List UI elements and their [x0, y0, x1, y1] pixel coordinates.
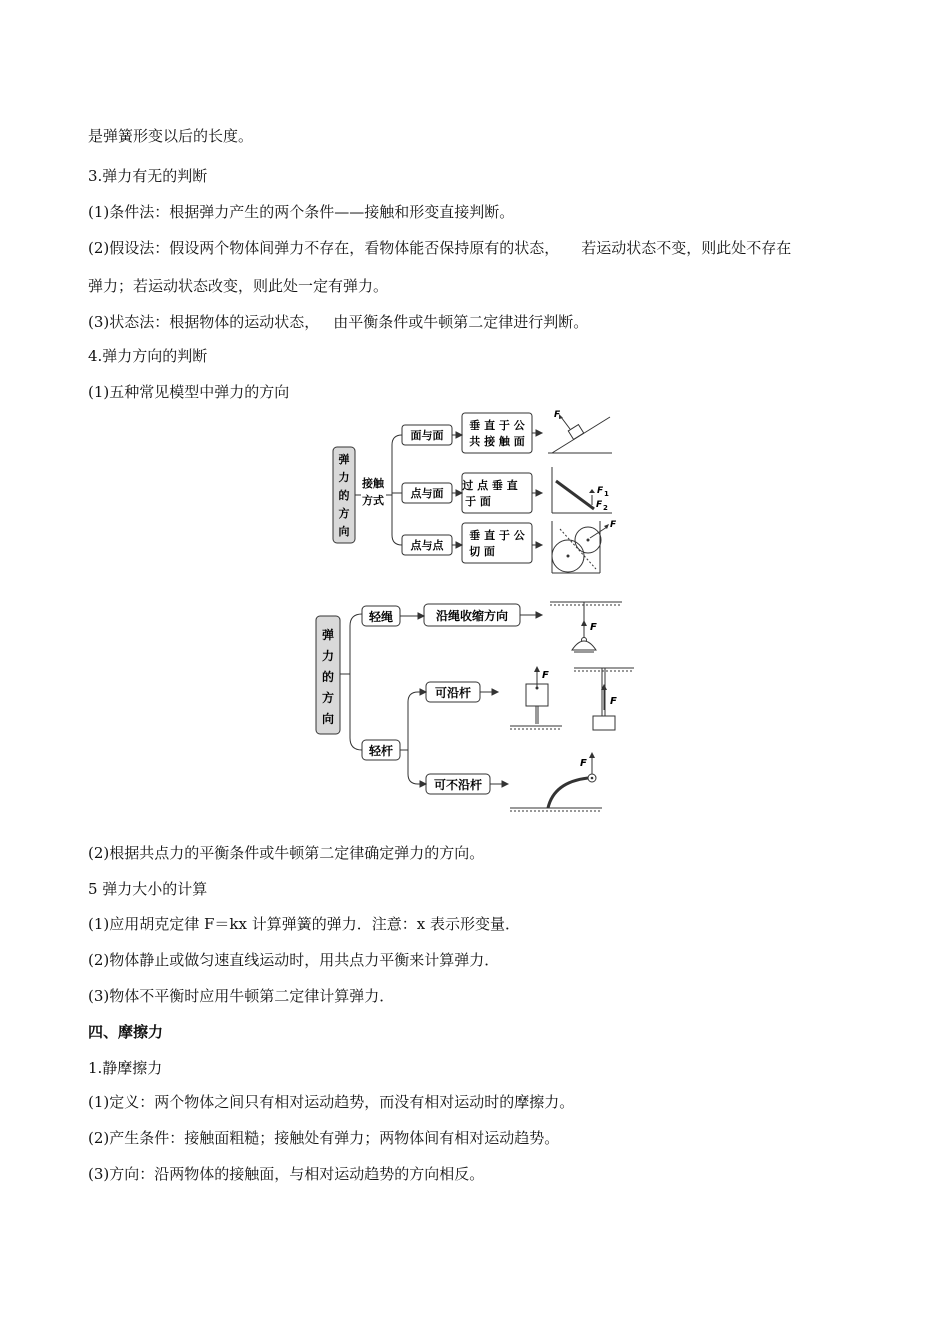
force-label: F	[610, 520, 617, 530]
root-char: 向	[338, 525, 350, 538]
hanging-lamp-icon	[550, 602, 622, 652]
text-assumption-cont: 弹力；若运动状态改变，则此处一定有弹力。	[88, 277, 389, 295]
section-title-friction: 四、摩擦力	[88, 1023, 164, 1041]
contact-rule: 于 面	[465, 495, 491, 508]
text-state-a: (3)状态法：根据物体的运动状态，	[88, 313, 320, 331]
rope-rod-direction-diagram	[312, 594, 642, 816]
root-char: 弹	[321, 628, 335, 642]
incline-block-icon	[548, 410, 612, 453]
text-conditions: (2)产生条件：接触面粗糙；接触处有弹力；两物体间有相对运动趋势。	[88, 1129, 560, 1147]
curved-rod-ball-icon	[510, 752, 602, 811]
contact-mode-label: 方式	[362, 494, 384, 507]
rope-rule: 沿绳收缩方向	[435, 609, 509, 623]
text-nonbalance: (3)物体不平衡时应用牛顿第二定律计算弹力．	[88, 987, 395, 1005]
contact-rule: 切 面	[469, 545, 495, 558]
text-definition: (1)定义：两个物体之间只有相对运动趋势，而没有相对运动时的摩擦力。	[88, 1093, 575, 1111]
contact-type: 点与点	[410, 539, 444, 552]
text-assumption-b: 若运动状态不变，则此处不存在	[581, 239, 792, 257]
contact-type: 面与面	[410, 429, 444, 442]
heading-static-friction: 1.静摩擦力	[88, 1059, 163, 1077]
contact-direction-diagram	[330, 405, 620, 575]
rope-label: 轻绳	[368, 610, 394, 624]
text-line-1: 是弹簧形变以后的长度。	[88, 127, 254, 145]
force-label: F	[542, 670, 549, 681]
text-assumption-method	[88, 238, 791, 258]
text-condition-method: (1)条件法：根据弹力产生的两个条件——接触和形变直接判断。	[88, 203, 515, 221]
text-direction: (3)方向：沿两物体的接触面，与相对运动趋势的方向相反。	[88, 1165, 485, 1183]
root-char: 的	[321, 670, 335, 684]
contact-mode-label: 接触	[362, 477, 384, 490]
text-assumption-a: (2)假设法：假设两个物体间弹力不存在，看物体能否保持原有的状态，	[88, 239, 560, 257]
root-char: 方	[338, 507, 350, 520]
rod-block-floor-icon	[510, 666, 562, 729]
text-state-b: 由平衡条件或牛顿第二定律进行判断。	[333, 313, 589, 331]
force-subscript-1: 1	[604, 490, 609, 498]
root-char: 向	[321, 712, 335, 726]
contact-rule: 共 接 触 面	[469, 435, 525, 448]
rod-block-ceiling-icon	[574, 668, 634, 730]
contact-type: 点与面	[410, 487, 444, 500]
text-static-balance: (2)物体静止或做匀速直线运动时，用共点力平衡来计算弹力．	[88, 951, 500, 969]
root-char: 方	[321, 691, 335, 705]
contact-rule: 垂 直 于 公	[469, 529, 525, 542]
rod-along-label: 可沿杆	[434, 686, 472, 700]
rod-not-along-label: 可不沿杆	[433, 778, 483, 792]
rod-label: 轻杆	[368, 744, 394, 758]
heading-elastic-magnitude: 5 弹力大小的计算	[88, 880, 208, 898]
root-char: 力	[321, 649, 335, 663]
root-char: 力	[338, 471, 350, 484]
text-state-method	[88, 312, 588, 332]
force-label: F	[590, 622, 597, 633]
contact-rule: 过 点 垂 直	[462, 479, 518, 492]
contact-rule: 垂 直 于 公	[469, 419, 525, 432]
force-label-2: F	[596, 500, 603, 510]
text-hooke-law: (1)应用胡克定律 F＝kx 计算弹簧的弹力．注意：x 表示形变量．	[88, 915, 520, 933]
two-balls-icon	[552, 520, 617, 573]
rod-wall-icon	[552, 467, 612, 513]
text-equilibrium-direction: (2)根据共点力的平衡条件或牛顿第二定律确定弹力的方向。	[88, 844, 485, 862]
force-label-1: F	[597, 486, 604, 496]
root-char: 的	[338, 489, 350, 502]
force-label: F	[610, 696, 617, 707]
force-label: F	[554, 410, 561, 420]
force-subscript-2: 2	[603, 504, 608, 512]
force-label: F	[580, 758, 587, 769]
heading-elastic-existence: 3.弹力有无的判断	[88, 167, 208, 185]
heading-elastic-direction: 4.弹力方向的判断	[88, 347, 208, 365]
text-five-models: (1)五种常见模型中弹力的方向	[88, 383, 290, 401]
root-char: 弹	[338, 453, 350, 466]
